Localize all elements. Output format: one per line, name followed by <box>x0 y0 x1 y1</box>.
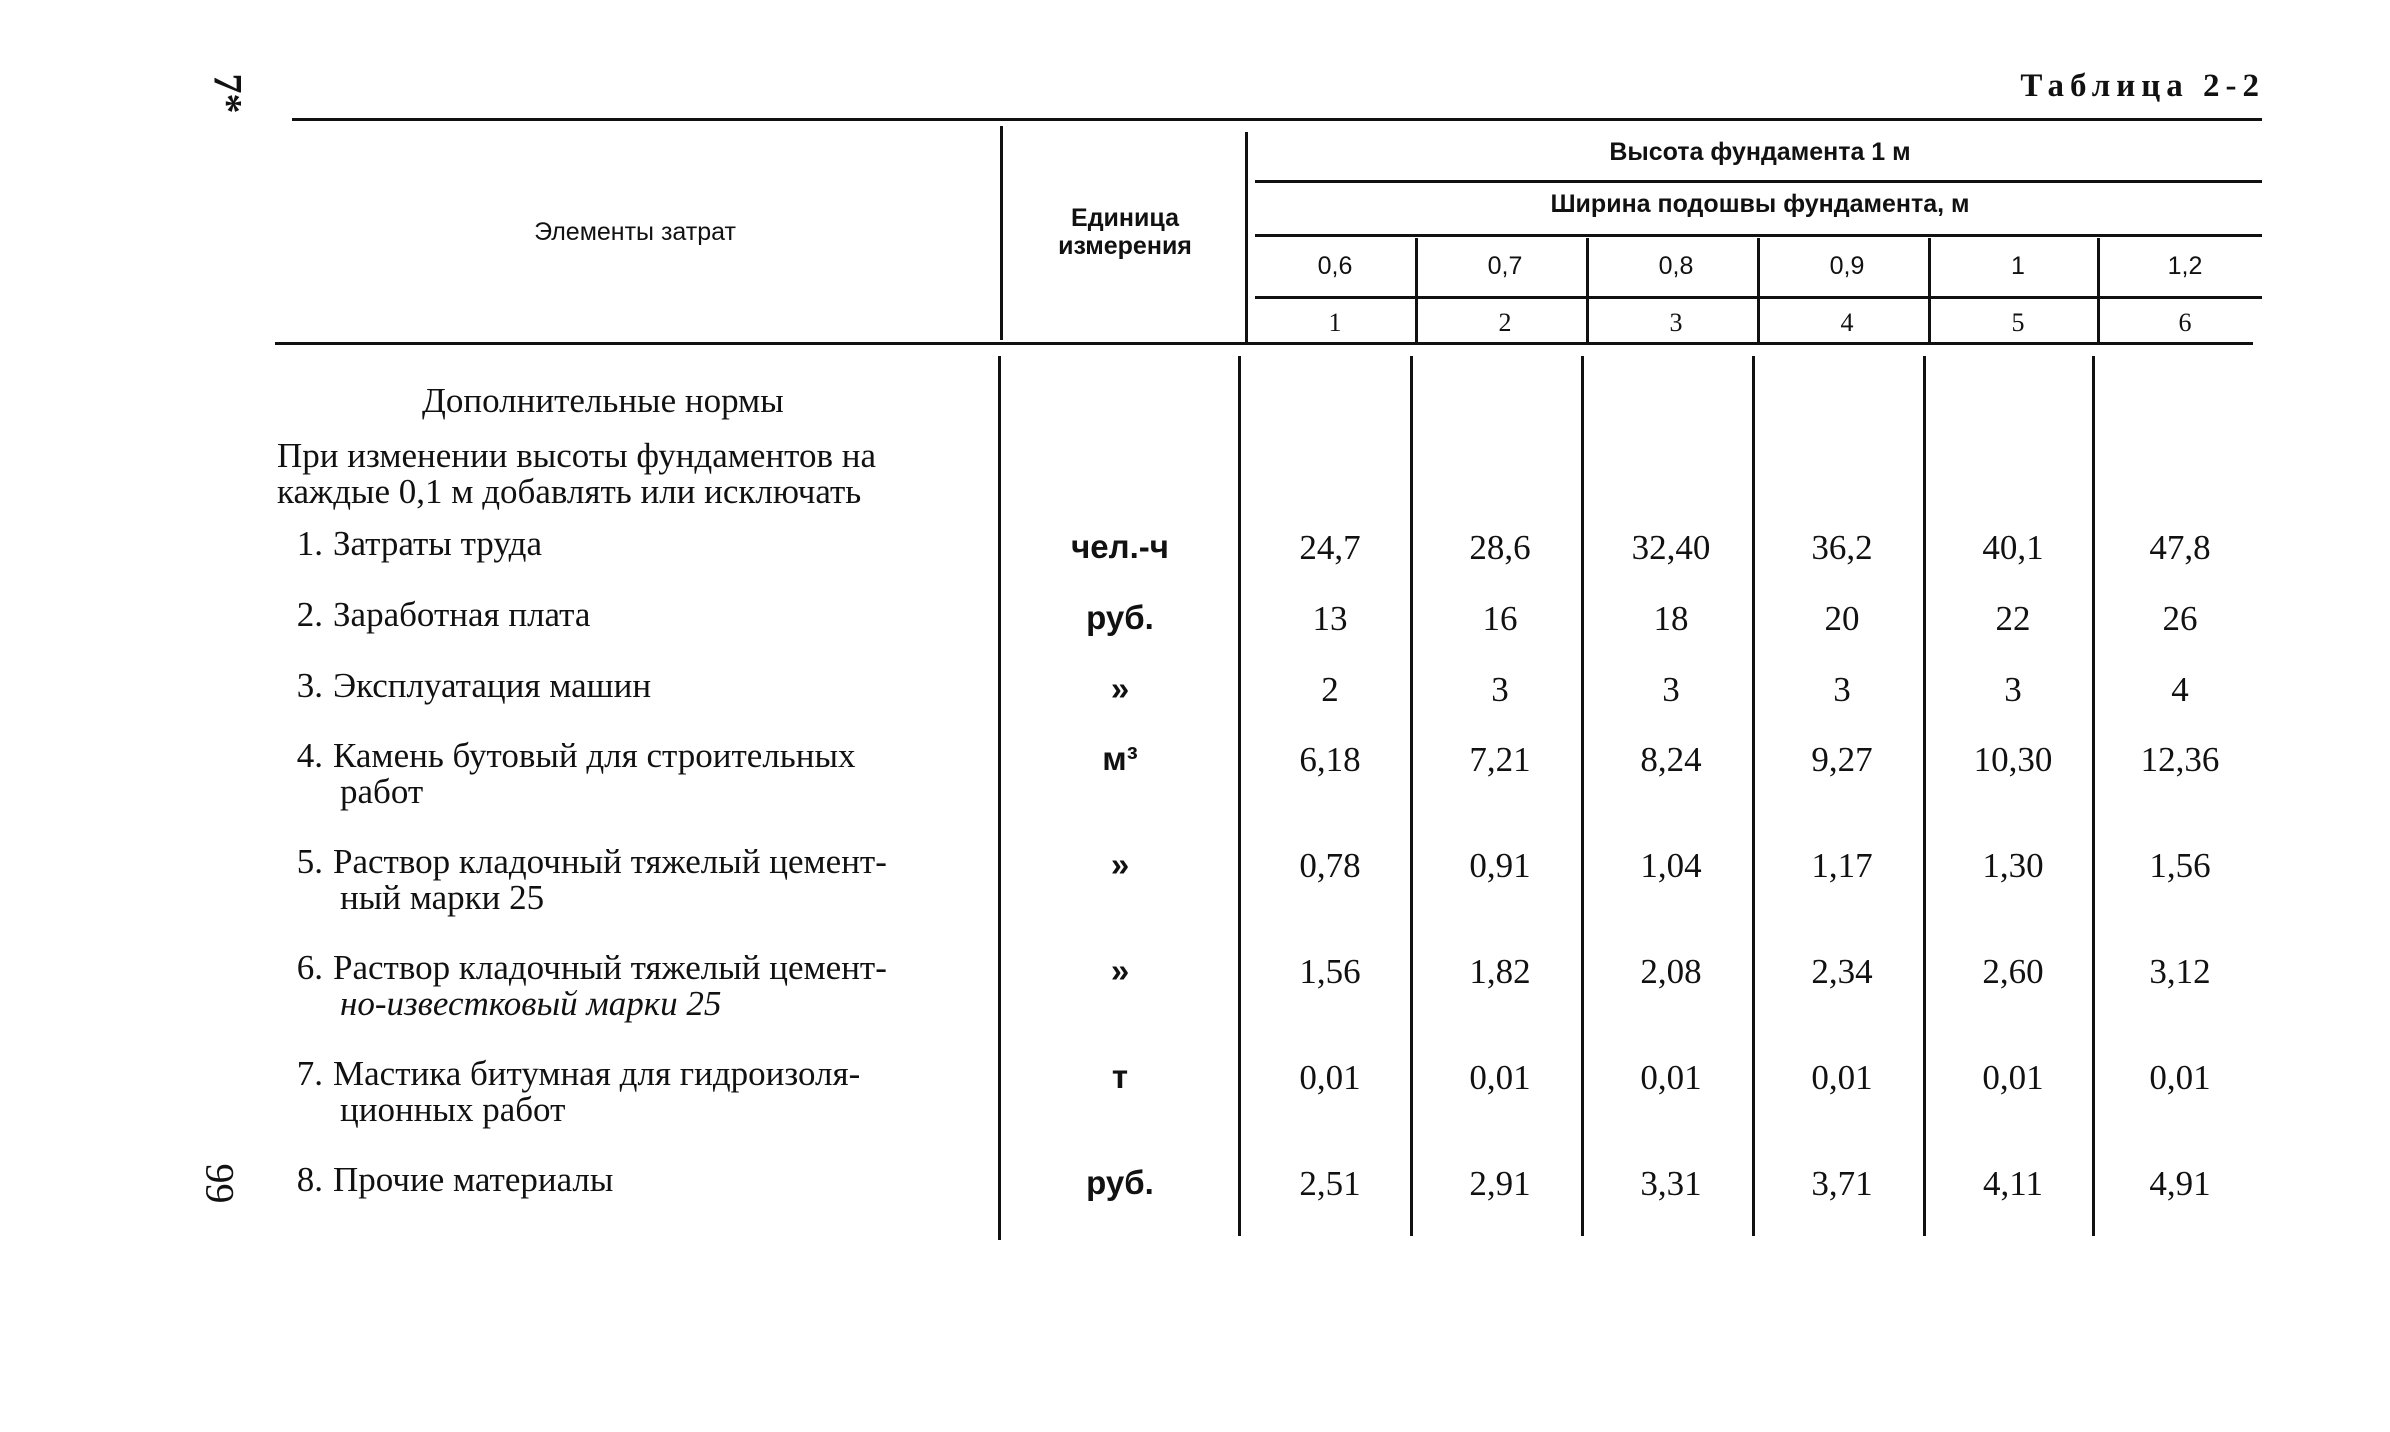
header-bottom-rule <box>275 342 2253 345</box>
row-value: 3,31 <box>1640 1164 1702 1203</box>
row-value: 24,7 <box>1299 528 1361 567</box>
unit-header-line2: измерения <box>1058 232 1192 260</box>
header-divider <box>1000 126 1003 340</box>
row-value: 1,56 <box>1299 952 1361 991</box>
row-value: 10,30 <box>1973 740 2053 779</box>
body-divider <box>1923 356 1926 1236</box>
header-divider <box>1415 238 1418 342</box>
row-number: 2. <box>296 595 323 634</box>
row-value: 3 <box>1833 670 1851 709</box>
row-value: 12,36 <box>2140 740 2220 779</box>
row-value: 4,11 <box>1983 1164 2043 1203</box>
row-value: 3,71 <box>1811 1164 1873 1203</box>
row-value: 7,21 <box>1469 740 1531 779</box>
row-value: 32,40 <box>1631 528 1711 567</box>
row-unit: » <box>1110 670 1130 707</box>
height-rule <box>1255 180 2262 183</box>
row-value: 2,08 <box>1640 952 1702 991</box>
row-value: 0,01 <box>1299 1058 1361 1097</box>
row-value: 3 <box>1491 670 1509 709</box>
row-number: 8. <box>296 1160 323 1199</box>
row-value: 26 <box>2162 599 2198 638</box>
column-number: 2 <box>1498 308 1512 337</box>
row-value: 1,04 <box>1640 846 1702 885</box>
row-label-line1: Камень бутовый для строительных <box>333 736 856 775</box>
row-label <box>278 1162 968 1198</box>
row-value: 40,1 <box>1982 528 2044 567</box>
row-label <box>278 844 968 916</box>
width-rule <box>1255 234 2262 237</box>
column-number: 4 <box>1840 308 1854 337</box>
row-number: 7. <box>296 1054 323 1093</box>
body-divider <box>1238 356 1241 1236</box>
row-number: 5. <box>296 842 323 881</box>
row-value: 22 <box>1995 599 2031 638</box>
row-label-line2: работ <box>340 772 424 811</box>
row-value: 2 <box>1321 670 1339 709</box>
row-unit: » <box>1110 952 1130 989</box>
column-number: 6 <box>2178 308 2192 337</box>
row-value: 18 <box>1653 599 1689 638</box>
width-value: 1,2 <box>2167 252 2203 280</box>
row-value: 16 <box>1482 599 1518 638</box>
header-divider <box>1586 238 1589 342</box>
row-label-line1: Затраты труда <box>333 524 542 563</box>
height-header: Высота фундамента 1 м <box>1609 138 1911 166</box>
row-value: 0,01 <box>1640 1058 1702 1097</box>
row-value: 1,17 <box>1811 846 1873 885</box>
row-label-line1: Мастика битумная для гидроизоля- <box>333 1054 861 1093</box>
header-divider <box>1245 132 1248 342</box>
width-value: 0,9 <box>1829 252 1865 280</box>
page-number: 99 <box>197 1163 243 1204</box>
row-value: 9,27 <box>1811 740 1873 779</box>
row-label <box>278 738 968 810</box>
row-value: 0,78 <box>1299 846 1361 885</box>
row-label <box>278 668 968 704</box>
width-value: 0,6 <box>1317 252 1353 280</box>
header-divider <box>1757 238 1760 342</box>
body-divider <box>2092 356 2095 1236</box>
row-value: 4 <box>2171 670 2189 709</box>
table-title: Таблица 2-2 <box>2020 68 2265 104</box>
row-label-line2: но-известковый марки 25 <box>340 984 722 1023</box>
row-label-line2: ный марки 25 <box>340 878 545 917</box>
row-value: 2,34 <box>1811 952 1873 991</box>
row-value: 1,56 <box>2149 846 2211 885</box>
row-value: 2,51 <box>1299 1164 1361 1203</box>
row-unit: руб. <box>1086 599 1154 636</box>
column-number: 5 <box>2011 308 2025 337</box>
row-value: 0,01 <box>1811 1058 1873 1097</box>
row-value: 1,82 <box>1469 952 1531 991</box>
row-unit: м³ <box>1102 740 1138 777</box>
row-label <box>278 950 968 1022</box>
row-value: 3 <box>2004 670 2022 709</box>
row-number: 4. <box>296 736 323 775</box>
body-divider <box>998 356 1001 1240</box>
row-value: 2,91 <box>1469 1164 1531 1203</box>
width-value: 1 <box>2011 252 2025 280</box>
row-value: 13 <box>1312 599 1348 638</box>
row-unit: руб. <box>1086 1164 1154 1201</box>
row-value: 0,01 <box>1982 1058 2044 1097</box>
row-number: 1. <box>296 524 323 563</box>
row-label-line2: ционных работ <box>340 1090 566 1129</box>
column-number: 1 <box>1328 308 1342 337</box>
header-top-rule <box>292 118 2262 121</box>
row-label <box>278 1056 968 1128</box>
row-value: 1,30 <box>1982 846 2044 885</box>
section-note-line1: При изменении высоты фундаментов на <box>277 436 877 475</box>
width-header: Ширина подошвы фундамента, м <box>1550 190 1970 218</box>
row-unit: » <box>1110 846 1130 883</box>
row-value: 28,6 <box>1469 528 1531 567</box>
row-value: 3 <box>1662 670 1680 709</box>
column-number: 3 <box>1669 308 1683 337</box>
margin-mark: 7* <box>205 73 251 114</box>
row-number: 3. <box>296 666 323 705</box>
row-label-line1: Заработная плата <box>333 595 591 634</box>
row-label-line1: Раствор кладочный тяжелый цемент- <box>333 842 887 881</box>
row-label-line1: Прочие материалы <box>333 1160 614 1199</box>
body-divider <box>1752 356 1755 1236</box>
row-unit: чел.-ч <box>1071 528 1169 565</box>
body-divider <box>1581 356 1584 1236</box>
header-divider <box>1928 238 1931 342</box>
row-value: 2,60 <box>1982 952 2044 991</box>
row-value: 0,01 <box>1469 1058 1531 1097</box>
row-value: 4,91 <box>2149 1164 2211 1203</box>
section-note-line2: каждые 0,1 м добавлять или исключать <box>277 472 862 511</box>
row-value: 8,24 <box>1640 740 1702 779</box>
row-number: 6. <box>296 948 323 987</box>
row-label <box>278 526 968 562</box>
row-value: 3,12 <box>2149 952 2211 991</box>
row-label-line1: Эксплуатация машин <box>333 666 652 705</box>
row-value: 36,2 <box>1811 528 1873 567</box>
width-value: 0,7 <box>1487 252 1523 280</box>
row-value: 0,01 <box>2149 1058 2211 1097</box>
row-label-line1: Раствор кладочный тяжелый цемент- <box>333 948 887 987</box>
row-unit: т <box>1111 1058 1129 1095</box>
row-value: 47,8 <box>2149 528 2211 567</box>
body-divider <box>1410 356 1413 1236</box>
width-value: 0,8 <box>1658 252 1694 280</box>
row-label <box>278 597 968 633</box>
row-value: 20 <box>1824 599 1860 638</box>
unit-header-line1: Единица <box>1071 204 1179 232</box>
section-title: Дополнительные нормы <box>422 381 784 420</box>
row-value: 0,91 <box>1469 846 1531 885</box>
elements-header: Элементы затрат <box>534 218 736 246</box>
row-value: 6,18 <box>1299 740 1361 779</box>
